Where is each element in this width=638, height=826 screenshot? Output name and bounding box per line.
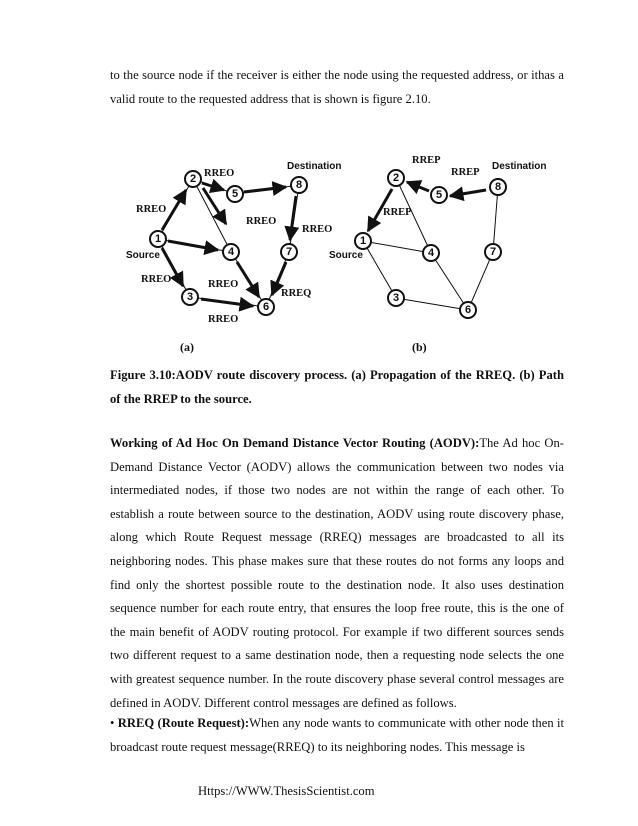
svg-text:1: 1 bbox=[154, 233, 162, 245]
panel-a-source-label: Source bbox=[126, 250, 160, 261]
node-a-4 bbox=[223, 244, 239, 260]
panel-b-source-label: Source bbox=[329, 250, 363, 261]
footer-url: Https://WWW.ThesisScientist.com bbox=[198, 784, 375, 798]
svg-text:6: 6 bbox=[262, 301, 270, 313]
panel-a-rreo-label: RREO bbox=[204, 168, 235, 179]
panel-a-rreo-label: RREO bbox=[302, 224, 333, 235]
panel-a bbox=[126, 161, 341, 354]
figure-caption: Figure 3.10:AODV route discovery process. (a) Propagation of the RREQ. (b) Path of the RREP to the source. bbox=[110, 368, 564, 406]
node-b-1 bbox=[355, 233, 371, 249]
panel-a-rreo-label: RREO bbox=[246, 216, 277, 227]
panel-b bbox=[329, 155, 546, 354]
svg-text:7: 7 bbox=[489, 246, 497, 258]
rreq-bullet bbox=[110, 712, 564, 759]
panel-a-caption: (a) bbox=[180, 340, 194, 354]
panel-a-rreo-label: RREO bbox=[136, 204, 167, 215]
panel-b-destination-label: Destination bbox=[492, 161, 547, 172]
node-b-2 bbox=[388, 170, 404, 186]
svg-text:4: 4 bbox=[227, 246, 235, 258]
svg-text:3: 3 bbox=[392, 292, 400, 304]
node-b-4 bbox=[423, 245, 439, 261]
section-text: The Ad hoc On-Demand Distance Vector (AODV) allows the communication between two nodes via intermediated nodes, if those two nodes are not within the range of each other. To establish a route between source to the destination, AODV using route discovery phase, along which Route Request message (RREQ) messages are broadcasted to all its neighboring nodes. This phase makes sure that these routes do not forms any loops and find only the shortest possible route to the destination node. It also uses destination sequence number for each route entry, that ensures the loop free route, this is the one of the main benefit of AODV routing protocol. For example if two different sources sends two different request to a same destination node, then a requesting node selects the one with greatest sequence number. In the route discovery phase several control messages are defined in AODV. Different control messages are defined as follows. bbox=[110, 436, 564, 710]
node-b-6 bbox=[460, 302, 476, 318]
panel-a-rreo-label: RREO bbox=[208, 279, 239, 290]
bullet-text: When any node wants to communicate with other node then it broadcast route request message(RREQ) to its neighboring nodes. This message is bbox=[110, 716, 564, 754]
svg-text:3: 3 bbox=[186, 291, 194, 303]
svg-text:8: 8 bbox=[494, 181, 502, 193]
panel-a-rreo-label: RREO bbox=[208, 314, 239, 325]
node-b-8 bbox=[490, 179, 506, 195]
panel-b-rrep-label: RREP bbox=[383, 207, 412, 218]
svg-text:4: 4 bbox=[427, 247, 435, 259]
bullet-heading: RREQ (Route Request): bbox=[117, 716, 250, 730]
node-a-1 bbox=[150, 231, 166, 247]
panel-a-rreq-label: RREQ bbox=[281, 288, 312, 299]
aodv-figure bbox=[110, 132, 570, 372]
intro-paragraph: to the source node if the receiver is either the node using the requested address, or ithas a valid route to the requested address that is shown is figure 2.10. bbox=[110, 68, 564, 106]
svg-text:5: 5 bbox=[435, 189, 443, 201]
svg-text:6: 6 bbox=[464, 304, 472, 316]
section-heading: Working of Ad Hoc On Demand Distance Vector Routing (AODV): bbox=[110, 436, 480, 450]
node-b-3 bbox=[388, 290, 404, 306]
node-a-7 bbox=[281, 244, 297, 260]
panel-b-rrep-label: RREP bbox=[412, 155, 441, 166]
svg-text:2: 2 bbox=[392, 172, 400, 184]
panel-a-rreo-label: RREO bbox=[141, 274, 172, 285]
svg-text:2: 2 bbox=[189, 173, 197, 185]
node-b-5 bbox=[431, 187, 447, 203]
node-a-8 bbox=[291, 177, 307, 193]
svg-text:5: 5 bbox=[231, 188, 239, 200]
node-a-3 bbox=[182, 289, 198, 305]
bullet-marker: • bbox=[110, 716, 115, 730]
node-b-7 bbox=[485, 244, 501, 260]
node-a-2 bbox=[185, 171, 201, 187]
svg-text:8: 8 bbox=[295, 179, 303, 191]
node-a-6 bbox=[258, 299, 274, 315]
panel-a-destination-label: Destination bbox=[287, 161, 342, 172]
svg-text:7: 7 bbox=[285, 246, 293, 258]
panel-b-rrep-label: RREP bbox=[451, 167, 480, 178]
aodv-section bbox=[110, 432, 564, 715]
svg-text:1: 1 bbox=[359, 235, 367, 247]
node-a-5 bbox=[227, 186, 243, 202]
panel-b-caption: (b) bbox=[412, 340, 427, 354]
